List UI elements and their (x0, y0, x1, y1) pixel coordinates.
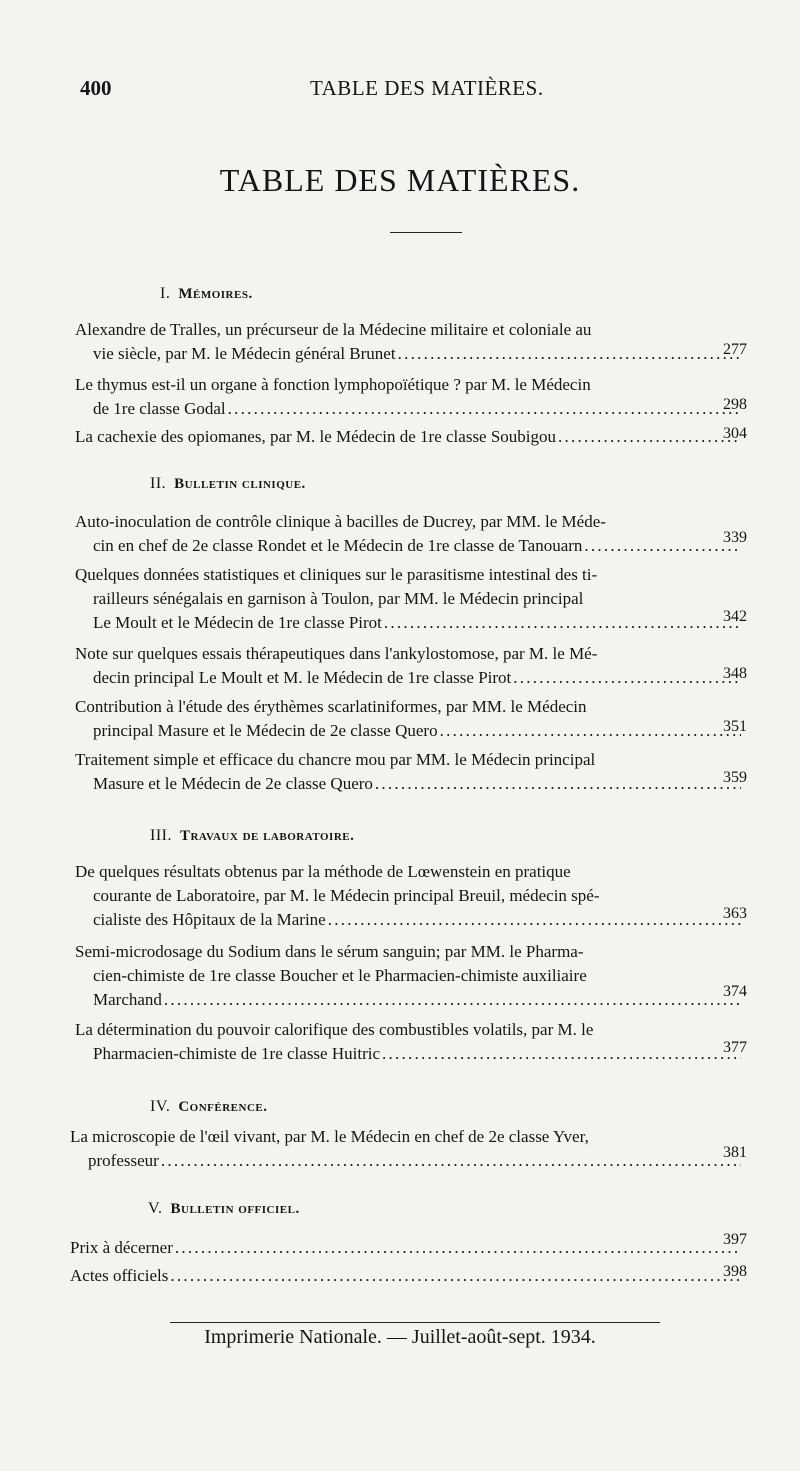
section-heading-bulletin-clinique: II. Bulletin clinique. (150, 475, 306, 492)
footer-divider (170, 1322, 660, 1323)
section-heading-travaux-laboratoire: III. Travaux de laboratoire. (150, 827, 355, 844)
entry-page: 397 (723, 1231, 747, 1248)
toc-entry: Le thymus est-il un organe à fonction lymphopoïétique ? par M. le Médecin de 1re classe Godal . . . 298 (75, 373, 747, 421)
toc-entry: La microscopie de l'œil vivant, par M. le Médecin en chef de 2e classe Yver, professeur . . . 381 (70, 1125, 747, 1173)
page-title: TABLE DES MATIÈRES. (219, 162, 581, 198)
entry-page: 363 (723, 905, 747, 922)
entry-page: 277 (723, 341, 747, 358)
toc-entry: Prix à décerner . . . 397 (70, 1236, 747, 1260)
entry-page: 342 (723, 608, 747, 625)
toc-entry: La cachexie des opiomanes, par M. le Médecin de 1re classe Soubigou . . . 304 (75, 425, 747, 449)
section-heading-conference: IV. Conférence. (150, 1098, 268, 1115)
entry-page: 304 (723, 425, 747, 442)
entry-page: 374 (723, 983, 747, 1000)
toc-entry: Note sur quelques essais thérapeutiques dans l'ankylostomose, par M. le Mé- decin principal Le Moult et M. le Médecin de 1re classe Pirot . . . 348 (75, 642, 747, 690)
section-heading-bulletin-officiel: V. Bulletin officiel. (148, 1200, 300, 1217)
toc-entry: De quelques résultats obtenus par la méthode de Lœwenstein en pratique courante de Laboratoire, par M. le Médecin principal Breuil, médecin spé- cialiste des Hôpitaux de la Marine . . . 363 (75, 860, 747, 932)
toc-entry: Contribution à l'étude des érythèmes scarlatiniformes, par MM. le Médecin principal Masure et le Médecin de 2e classe Quero . . . 351 (75, 695, 747, 743)
toc-entry: La détermination du pouvoir calorifique des combustibles volatils, par M. le Pharmacien-chimiste de 1re classe Huitric . . . 377 (75, 1018, 747, 1066)
entry-page: 339 (723, 529, 747, 546)
entry-page: 351 (723, 718, 747, 735)
entry-page: 359 (723, 769, 747, 786)
toc-entry: Quelques données statistiques et cliniques sur le parasitisme intestinal des ti- railleurs sénégalais en garnison à Toulon, par MM. le Médecin principal Le Moult et le Médecin de 1re classe Pirot . . . 342 (75, 563, 747, 635)
printer-imprint: Imprimerie Nationale. — Juillet-août-sept. 1934. (204, 1326, 596, 1348)
toc-entry: Semi-microdosage du Sodium dans le sérum sanguin; par MM. le Pharma- cien-chimiste de 1re classe Boucher et le Pharmacien-chimiste auxiliaire Marchand . . . 374 (75, 940, 747, 1012)
toc-entry: Traitement simple et efficace du chancre mou par MM. le Médecin principal Masure et le Médecin de 2e classe Quero . . . 359 (75, 748, 747, 796)
entry-page: 381 (723, 1144, 747, 1161)
entry-page: 348 (723, 665, 747, 682)
toc-entry: Actes officiels . . . 398 (70, 1264, 747, 1288)
title-divider (390, 232, 462, 233)
running-title: TABLE DES MATIÈRES. (310, 76, 544, 100)
section-heading-memoires: I. Mémoires. (160, 285, 253, 302)
entry-page: 377 (723, 1039, 747, 1056)
toc-entry: Auto-inoculation de contrôle clinique à bacilles de Ducrey, par MM. le Méde- cin en chef de 2e classe Rondet et le Médecin de 1re classe de Tanouarn . . . 339 (75, 510, 747, 558)
entry-page: 298 (723, 396, 747, 413)
page-number: 400 (80, 76, 112, 100)
toc-entry: Alexandre de Tralles, un précurseur de la Médecine militaire et coloniale au vie siècle, par M. le Médecin général Brunet . . . 277 (75, 318, 747, 366)
running-header (80, 76, 740, 106)
entry-page: 398 (723, 1263, 747, 1280)
